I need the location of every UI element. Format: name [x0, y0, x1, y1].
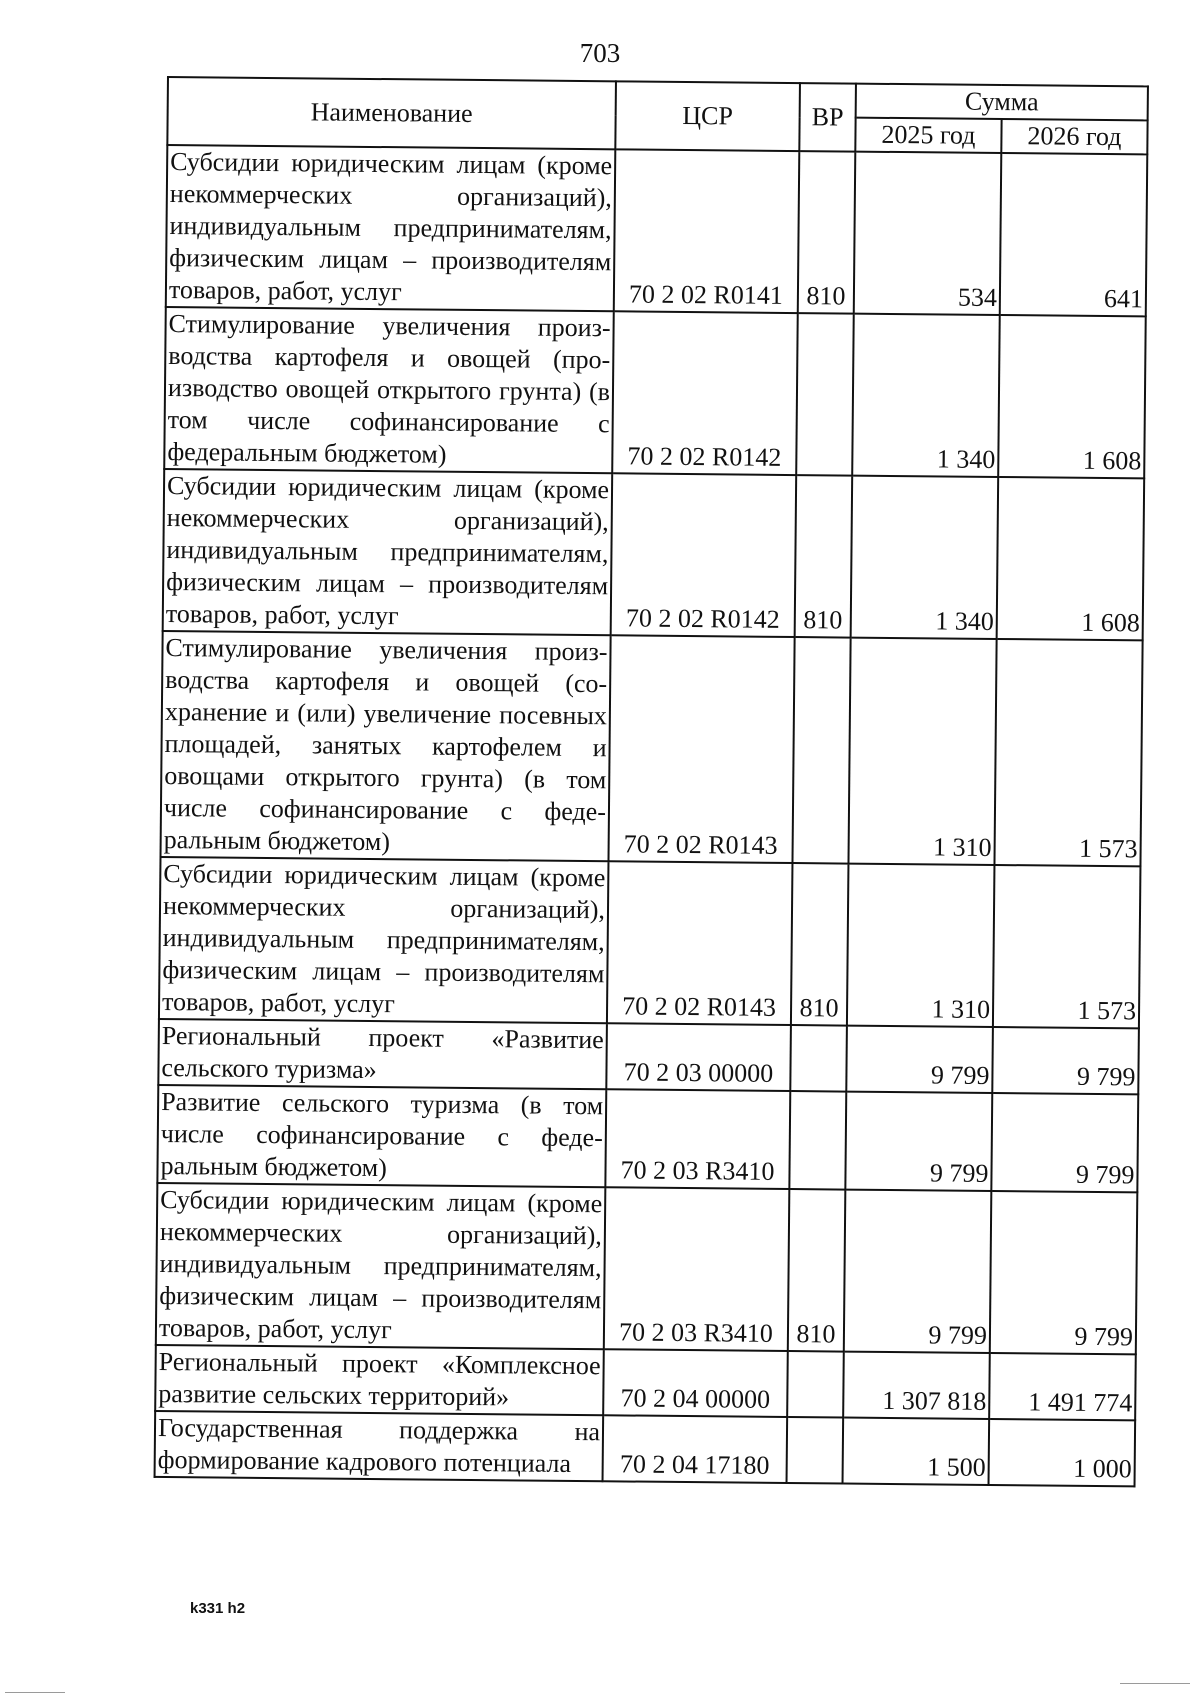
table-row	[159, 857, 1141, 1028]
row-amount-2026-cell: 9 799	[990, 1191, 1138, 1354]
header-sum: Сумма	[856, 84, 1148, 121]
row-name-cell: Стимулирование увеличения производства картофеля и овощей (производство овощей открытого грунта) (в том числе софинансирование с федеральным бюджетом)	[164, 307, 614, 473]
row-csr-cell: 70 2 02 R0142	[612, 311, 798, 475]
row-vr-cell	[796, 313, 854, 476]
row-csr-cell: 70 2 02 R0142	[611, 473, 797, 637]
page-number: 703	[579, 38, 621, 68]
table-row	[158, 1019, 1139, 1094]
row-name-cell: Региональный проект «Развитие сельского туризма»	[158, 1019, 607, 1089]
row-amount-2026-cell: 9 799	[991, 1093, 1138, 1192]
table-header	[167, 77, 1148, 154]
row-vr-cell: 810	[791, 863, 849, 1026]
scan-artifact-left	[5, 1692, 65, 1693]
header-csr: ЦСР	[615, 81, 800, 151]
row-amount-2026-cell: 9 799	[992, 1027, 1139, 1094]
row-name-cell: Субсидии юридическим лицам (кроме некоммерческих организаций), индивидуальным предпринимателям, физическим лицам – производителям товаров, работ, услуг	[156, 1183, 606, 1349]
footer-code: k331 h2	[190, 1600, 246, 1617]
table-row	[155, 1345, 1136, 1420]
row-csr-cell: 70 2 04 00000	[603, 1349, 788, 1417]
table-row	[161, 631, 1143, 866]
row-amount-2025-cell: 1 307 818	[843, 1352, 990, 1419]
budget-table	[154, 76, 1149, 1487]
row-amount-2025-cell: 9 799	[845, 1092, 992, 1191]
header-year-2026: 2026 год	[1001, 119, 1147, 154]
row-amount-2025-cell: 1 310	[848, 638, 996, 865]
table-row	[164, 307, 1146, 478]
row-amount-2025-cell: 9 799	[844, 1190, 992, 1353]
row-vr-cell	[787, 1351, 844, 1418]
row-amount-2025-cell: 1 310	[847, 864, 995, 1027]
row-amount-2025-cell: 534	[854, 152, 1002, 315]
row-amount-2026-cell: 1 573	[994, 639, 1142, 866]
row-vr-cell	[790, 1025, 847, 1092]
row-vr-cell: 810	[795, 475, 853, 638]
header-vr: ВР	[799, 83, 856, 152]
header-name: Наименование	[167, 77, 616, 149]
row-amount-2026-cell: 1 000	[989, 1419, 1136, 1486]
row-vr-cell: 810	[798, 151, 856, 314]
row-vr-cell	[787, 1417, 844, 1484]
table-row	[163, 469, 1145, 640]
row-amount-2025-cell: 9 799	[846, 1026, 993, 1093]
row-amount-2026-cell: 1 608	[997, 477, 1145, 640]
row-amount-2026-cell: 1 608	[998, 315, 1146, 478]
header-year-2025: 2025 год	[855, 118, 1001, 153]
row-amount-2025-cell: 1 340	[852, 314, 1000, 477]
table-row	[155, 1411, 1136, 1486]
row-vr-cell	[792, 637, 850, 864]
row-csr-cell: 70 2 03 R3410	[605, 1089, 790, 1189]
row-amount-2025-cell: 1 340	[851, 476, 999, 639]
row-name-cell: Развитие сельского туризма (в том числе софинансирование с федеральным бюджетом)	[157, 1085, 606, 1187]
table-row	[156, 1183, 1138, 1354]
row-amount-2026-cell: 1 491 774	[989, 1353, 1136, 1420]
row-name-cell: Стимулирование увеличения производства картофеля и овощей (сохранение и (или) увеличение посевных площадей, занятых картофелем и овощами открытого грунта) (в том числе софинансирование с федеральным бюджетом)	[161, 631, 611, 861]
row-name-cell: Субсидии юридическим лицам (кроме некоммерческих организаций), индивидуальным предпринимателям, физическим лицам – производителям товаров, работ, услуг	[159, 857, 609, 1023]
scan-artifact-right	[1120, 1683, 1190, 1684]
table-row	[166, 145, 1148, 316]
row-name-cell: Государственная поддержка на формирование кадрового потенциала	[155, 1411, 604, 1481]
row-amount-2025-cell: 1 500	[843, 1418, 990, 1485]
row-csr-cell: 70 2 03 R3410	[604, 1187, 790, 1351]
row-csr-cell: 70 2 03 00000	[606, 1023, 791, 1091]
row-csr-cell: 70 2 04 17180	[603, 1415, 788, 1483]
table-body	[155, 145, 1148, 1486]
row-amount-2026-cell: 641	[1000, 153, 1148, 316]
table-row	[157, 1085, 1138, 1192]
row-vr-cell: 810	[788, 1189, 846, 1352]
row-csr-cell: 70 2 02 R0141	[614, 149, 800, 313]
row-name-cell: Субсидии юридическим лицам (кроме некоммерческих организаций), индивидуальным предпринимателям, физическим лицам – производителям товаров, работ, услуг	[166, 145, 616, 311]
row-name-cell: Субсидии юридическим лицам (кроме некоммерческих организаций), индивидуальным предпринимателям, физическим лицам – производителям товаров, работ, услуг	[163, 469, 613, 635]
row-csr-cell: 70 2 02 R0143	[608, 635, 794, 863]
row-vr-cell	[789, 1091, 846, 1190]
row-csr-cell: 70 2 02 R0143	[607, 861, 793, 1025]
row-amount-2026-cell: 1 573	[993, 865, 1141, 1028]
row-name-cell: Региональный проект «Комплексное развитие сельских территорий»	[155, 1345, 604, 1415]
